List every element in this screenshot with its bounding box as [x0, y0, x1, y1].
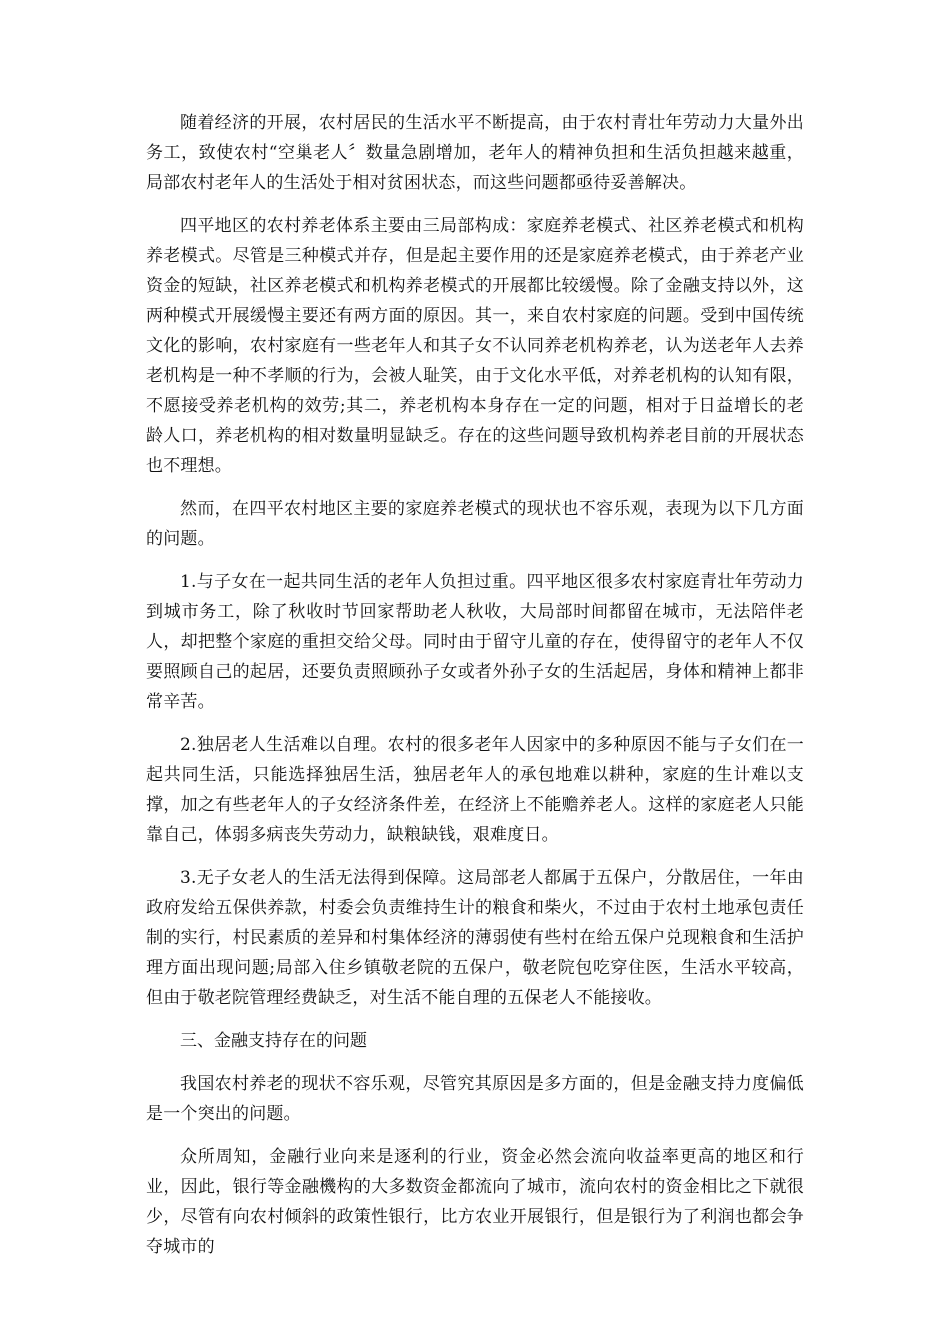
section-heading: 三、金融支持存在的问题	[180, 1031, 367, 1051]
paragraph-item-3: 3.无子女老人的生活无法得到保障。这局部老人都属于五保户，分散居住，一年由政府发给五保供养款，村委会负责维持生计的粮食和柴火，不过由于农村土地承包责任制的实行，村民素质的差异和村集体经济的薄弱使有些村在给五保户兑现粮食和生活护理方面出现问题;局部入住乡镇敬老院的五保户，敬老院包吃穿住医，生活水平较高，但由于敬老院管理经费缺乏，对生活不能自理的五保老人不能接收。	[146, 868, 804, 1008]
paragraph-elderly-care-system: 四平地区的农村养老体系主要由三局部构成：家庭养老模式、社区养老模式和机构养老模式。尽管是三种模式并存，但是起主要作用的还是家庭养老模式，由于养老产业资金的短缺，社区养老模式和机构养老模式的开展都比较缓慢。除了金融支持以外，这两种模式开展缓慢主要还有两方面的原因。其一，来自农村家庭的问题。受到中国传统文化的影响，农村家庭有一些老年人和其子女不认同养老机构养老，认为送老年人去养老机构是一种不孝顺的行为，会被人耻笑，由于文化水平低，对养老机构的认知有限，不愿接受养老机构的效劳;其二，养老机构本身存在一定的问题，相对于日益增长的老龄人口，养老机构的相对数量明显缺乏。存在的这些问题导致机构养老目前的开展状态也不理想。	[146, 216, 804, 476]
paragraph-item-2: 2.独居老人生活难以自理。农村的很多老年人因家中的多种原因不能与子女们在一起共同生活，只能选择独居生活，独居老年人的承包地难以耕种，家庭的生计难以支撑，加之有些老年人的子女经济条件差，在经济上不能赡养老人。这样的家庭老人只能靠自己，体弱多病丧失劳动力，缺粮缺钱，艰难度日。	[146, 735, 804, 845]
paragraph-financial-support: 我国农村养老的现状不容乐观，尽管究其原因是多方面的，但是金融支持力度偏低是一个突出的问题。	[146, 1074, 804, 1124]
paragraph-family-care-status: 然而，在四平农村地区主要的家庭养老模式的现状也不容乐观，表现为以下几方面的问题。	[146, 499, 804, 549]
paragraph-empty-nest-elderly: 随着经济的开展，农村居民的生活水平不断提高，由于农村青壮年劳动力大量外出务工，致使农村“空巢老人〞数量急剧增加，老年人的精神负担和生活负担越来越重，局部农村老年人的生活处于相对贫困状态，而这些问题都亟待妥善解决。	[146, 113, 804, 193]
paragraph-finance-industry: 众所周知，金融行业向来是逐利的行业，资金必然会流向收益率更高的地区和行业，因此，银行等金融機构的大多数资金都流向了城市，流向农村的资金相比之下就很少，尽管有向农村倾斜的政策性银行，比方农业开展银行，但是银行为了利润也都会争夺城市的	[146, 1147, 804, 1257]
paragraph-item-1: 1.与子女在一起共同生活的老年人负担过重。四平地区很多农村家庭青壮年劳动力到城市务工，除了秋收时节回家帮助老人秋收，大局部时间都留在城市，无法陪伴老人，却把整个家庭的重担交给父母。同时由于留守儿童的存在，使得留守的老年人不仅要照顾自己的起居，还要负责照顾孙子女或者外孙子女的生活起居，身体和精神上都非常辛苦。	[146, 572, 804, 712]
